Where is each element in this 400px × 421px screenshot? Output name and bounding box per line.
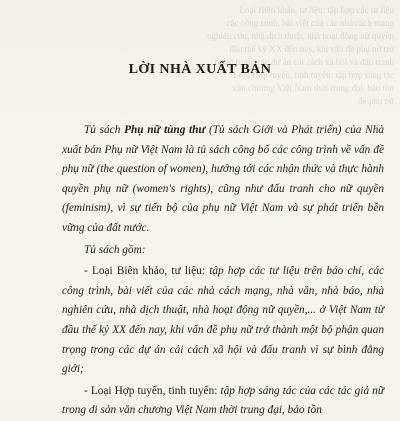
text-segment: tập hợp sáng tác của các tác giả nữ trong di sản văn chương Việt Nam thời trung đại, bảo tồn — [62, 384, 384, 417]
text-segment: tập hợp các tư liệu trên báo chí, các công trình, bài viết của các nhà cách mạng, nhà văn, nhà báo, nhà nghiên cứu, nhà dịch thuật, nhà hoạt động nữ quyền,... ở Việt Nam từ đầu thế kỷ XX đến nay, khi vấn đề phụ nữ trở thành một bộ phận quan trọng trong các dự án cải cách xã hội và đấu tranh vì sự bình đẳng giới; — [62, 265, 384, 376]
bleed-through-text — [154, 4, 394, 108]
bleed-through-line: trọng trong các dự án cải cách xã hội và đấu tranh — [214, 57, 394, 67]
text-segment: Phụ nữ tùng thư — [124, 124, 206, 136]
paragraph-collection-includes — [62, 241, 384, 261]
text-segment: - Loại Hợp tuyển, tinh tuyển: — [84, 384, 221, 397]
paragraph-research-category — [62, 262, 384, 380]
bleed-through-line: các công trình, bài viết của các nhà cách mạng — [226, 18, 394, 28]
text-segment: (Tủ sách Giới và Phát triển) của Nhà xuất bản Phụ nữ Việt Nam là tủ sách công bố các công trình về vấn đề phụ nữ (the question of women), hướng tới các nhận thức và thực hành quyền phụ nữ (women's rights), cũng như đấu tranh cho nữ quyền (feminism), vì sự tiến bộ của phụ nữ Việt Nam và sự phát triển bền vững của đất nước. — [62, 124, 384, 234]
bleed-through-line: đầu thế kỷ XX đến nay, khi vấn đề phụ nữ trở — [229, 44, 394, 54]
bleed-through-line: đề phụ nữ — [358, 96, 394, 106]
bleed-through-line: văn chương Việt Nam thời trung đại, bảo tồn — [232, 83, 394, 93]
bleed-through-line: nghiên cứu, nhà dịch thuật, nhà hoạt động nữ quyền — [207, 31, 394, 41]
paragraph-intro — [62, 121, 384, 239]
text-segment: - Loại Biên khảo, tư liệu: — [84, 265, 210, 278]
page-body — [62, 121, 384, 421]
page-heading: LỜI NHÀ XUẤT BẢN — [128, 62, 272, 77]
bleed-through-line: Loại Hợp tuyển, tinh tuyển: tập hợp sáng tác — [233, 70, 394, 80]
bleed-through-line: Loại Biên khảo, tư liệu: tập hợp các tư liệu — [239, 5, 394, 15]
text-segment: Tủ sách gồm: — [84, 243, 146, 256]
text-segment: Tủ sách — [84, 124, 125, 136]
paragraph-anthology-category — [62, 382, 384, 421]
